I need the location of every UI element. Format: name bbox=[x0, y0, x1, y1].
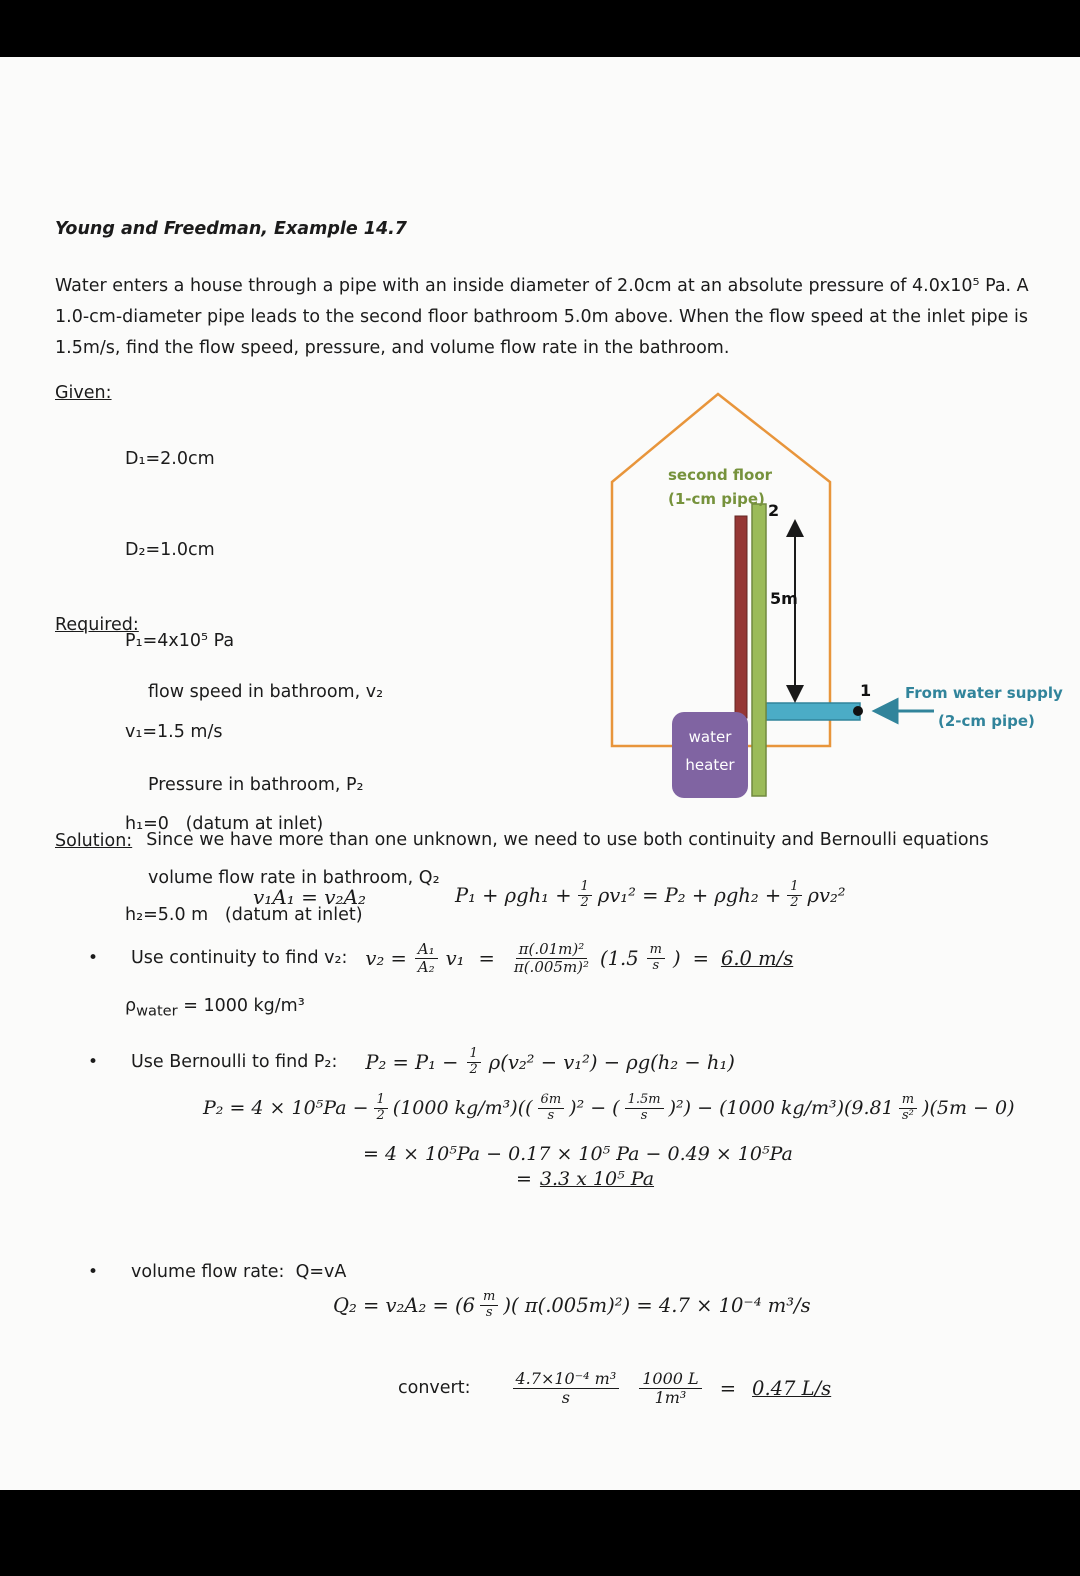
hot-water-pipe bbox=[735, 516, 747, 718]
equation-fragment: )²) − (1000 kg/m³)(9.81 bbox=[668, 1097, 894, 1119]
fraction-denominator: s bbox=[547, 1107, 555, 1123]
equation-fragment: )( π(.005m)²) = 4.7 × 10⁻⁴ m³/s bbox=[503, 1293, 811, 1317]
fraction-numerator: 1.5m bbox=[625, 1093, 664, 1109]
bullet-icon bbox=[88, 1052, 125, 1072]
rho-value: = 1000 kg/m³ bbox=[177, 996, 305, 1017]
equation-fragment: ρv₂² bbox=[807, 883, 846, 907]
fraction-numerator: 1 bbox=[467, 1047, 481, 1063]
house-outline bbox=[612, 394, 830, 746]
equation-fragment: P₂ = 4 × 10⁵Pa − bbox=[203, 1097, 369, 1119]
continuity-result: 6.0 m/s bbox=[720, 946, 794, 970]
given-item: h₂=5.0 m (datum at inlet) bbox=[125, 904, 363, 925]
continuity-step-label: Use continuity to find v₂: bbox=[131, 948, 348, 968]
diagram-canvas bbox=[600, 390, 1070, 810]
solution-label: Solution: bbox=[55, 830, 133, 851]
fraction-numerator: 1000 L bbox=[639, 1370, 701, 1389]
fraction-one-half bbox=[467, 1047, 481, 1077]
convert-result: 0.47 L/s bbox=[752, 1376, 832, 1400]
supply-pipe-horizontal bbox=[766, 703, 860, 720]
equation-fragment: v₁ bbox=[445, 946, 465, 970]
volume-equation bbox=[333, 1278, 811, 1332]
fraction-denominator: A₂ bbox=[417, 957, 435, 976]
fraction-areas bbox=[415, 941, 438, 976]
fraction-m-per-s2 bbox=[899, 1093, 917, 1123]
equation-fragment: )² − ( bbox=[569, 1097, 620, 1119]
fraction-one-half bbox=[578, 880, 592, 910]
fraction-numerator: m bbox=[647, 943, 665, 959]
bullet-icon bbox=[88, 1262, 125, 1282]
fraction-denominator: 2 bbox=[580, 894, 589, 910]
fraction-liters-conversion bbox=[639, 1370, 701, 1407]
fraction-denominator: 1m³ bbox=[654, 1387, 687, 1407]
fraction-denominator: π(.005m)² bbox=[513, 957, 590, 976]
fraction-denominator: s bbox=[485, 1304, 493, 1320]
rho-subscript: water bbox=[136, 1002, 178, 1020]
fraction-one-half bbox=[374, 1093, 388, 1123]
fraction-denominator: 2 bbox=[469, 1061, 478, 1077]
top-letterbox bbox=[0, 0, 1080, 57]
bernoulli-general-equation bbox=[455, 869, 846, 921]
fraction-flow-rate bbox=[513, 1370, 620, 1407]
given-item: h₁=0 (datum at inlet) bbox=[125, 813, 324, 834]
riser-pipe-vertical bbox=[752, 504, 766, 796]
given-item-density bbox=[125, 991, 363, 1027]
equals-sign: = bbox=[692, 946, 709, 970]
fraction-numerator: 4.7×10⁻⁴ m³ bbox=[513, 1370, 620, 1389]
equation-fragment: (1000 kg/m³)(( bbox=[392, 1097, 533, 1119]
page-title: Young and Freedman, Example 14.7 bbox=[55, 219, 407, 239]
equals-sign: = bbox=[478, 946, 495, 970]
bottom-letterbox bbox=[0, 1490, 1080, 1576]
second-floor-label: second floor bbox=[668, 466, 773, 484]
required-item: volume flow rate in bathroom, Q₂ bbox=[148, 868, 440, 888]
solution-text: Since we have more than one unknown, we need to use both continuity and Bernoulli equations bbox=[146, 830, 989, 850]
inlet-point-marker bbox=[853, 706, 863, 716]
fraction-m-per-s bbox=[480, 1290, 498, 1320]
fraction-numerator: π(.01m)² bbox=[516, 941, 588, 959]
rho-symbol: ρ bbox=[125, 996, 137, 1017]
fraction-denominator: 2 bbox=[376, 1107, 385, 1123]
bernoulli-result-line bbox=[516, 1168, 654, 1190]
volume-step bbox=[88, 1262, 358, 1282]
fraction-m-per-s bbox=[647, 943, 665, 973]
point-1-label: 1 bbox=[860, 681, 872, 700]
required-item: flow speed in bathroom, v₂ bbox=[148, 682, 384, 702]
fraction-denominator: s bbox=[652, 957, 660, 973]
house-diagram bbox=[600, 390, 1070, 810]
solution-heading bbox=[55, 825, 989, 856]
two-cm-pipe-label: (2-cm pipe) bbox=[938, 712, 1035, 730]
fraction-denominator: s bbox=[561, 1387, 570, 1407]
equation-fragment: Q₂ = v₂A₂ = (6 bbox=[333, 1293, 476, 1317]
given-item: P₁=4x10⁵ Pa bbox=[125, 631, 235, 652]
given-item: v₁=1.5 m/s bbox=[125, 722, 223, 743]
required-item: Pressure in bathroom, P₂ bbox=[148, 775, 364, 795]
fraction-1-5m-per-s bbox=[625, 1093, 664, 1123]
fraction-numerator: m bbox=[899, 1093, 917, 1109]
point-2-label: 2 bbox=[768, 501, 780, 520]
bernoulli-line3: = 4 × 10⁵Pa − 0.17 × 10⁵ Pa − 0.49 × 10⁵Pa bbox=[363, 1143, 793, 1165]
equation-fragment: P₁ + ρgh₁ + bbox=[455, 883, 572, 907]
equals-sign: = bbox=[516, 1168, 532, 1190]
given-item: D₂=1.0cm bbox=[125, 540, 215, 561]
required-label: Required: bbox=[55, 615, 139, 635]
fraction-6m-per-s bbox=[538, 1093, 565, 1123]
fraction-numerator: 1 bbox=[374, 1093, 388, 1109]
equation-fragment: )(5m − 0) bbox=[922, 1097, 1015, 1119]
intro-paragraph: Water enters a house through a pipe with an inside diameter of 2.0cm at an absolute pressure of 4.0x10⁵ Pa. A 1.0-cm-diameter pipe leads to the second floor bathroom 5.0m above. When the flow speed at the inlet pipe is 1.5m/s, find the flow speed, pressure, and volume flow rate in the bathroom. bbox=[55, 276, 1029, 358]
given-label: Given: bbox=[55, 383, 112, 403]
water-heater-label-line1: water bbox=[688, 728, 732, 746]
equation-fragment: v₂ = bbox=[365, 946, 407, 970]
height-5m-label: 5m bbox=[770, 589, 798, 608]
equation-fragment: P₂ = P₁ − bbox=[365, 1050, 459, 1074]
fraction-numerator: m bbox=[480, 1290, 498, 1306]
one-cm-pipe-label: (1-cm pipe) bbox=[668, 490, 765, 508]
equation-fragment: ρ(v₂² − v₁²) − ρg(h₂ − h₁) bbox=[488, 1050, 735, 1074]
continuity-general-equation: v₁A₁ = v₂A₂ bbox=[253, 885, 367, 909]
fraction-numerator: 1 bbox=[578, 880, 592, 896]
bullet-icon bbox=[88, 948, 125, 968]
water-heater-label-line2: heater bbox=[685, 756, 735, 774]
bernoulli-result: 3.3 x 10⁵ Pa bbox=[539, 1168, 655, 1190]
fraction-denominator: s bbox=[640, 1107, 648, 1123]
convert-label: convert: bbox=[398, 1378, 471, 1398]
volume-step-label: volume flow rate: Q=vA bbox=[131, 1262, 347, 1282]
bernoulli-step-label: Use Bernoulli to find P₂: bbox=[131, 1052, 338, 1072]
convert-line bbox=[398, 1359, 831, 1417]
fraction-numerator: A₁ bbox=[415, 941, 438, 959]
water-heater-box bbox=[672, 712, 748, 798]
equation-fragment: ) bbox=[673, 946, 681, 970]
given-item: D₁=2.0cm bbox=[125, 448, 215, 469]
document-page bbox=[0, 57, 1080, 1490]
from-water-supply-label: From water supply bbox=[905, 684, 1063, 702]
equation-fragment: ρv₁² = P₂ + ρgh₂ + bbox=[597, 883, 782, 907]
fraction-pi-areas bbox=[511, 941, 592, 976]
equals-sign: = bbox=[719, 1376, 737, 1400]
bernoulli-line2 bbox=[203, 1080, 1014, 1136]
fraction-denominator: 2 bbox=[790, 894, 799, 910]
fraction-numerator: 6m bbox=[538, 1093, 565, 1109]
continuity-step bbox=[88, 929, 793, 987]
equation-fragment: (1.5 bbox=[600, 946, 639, 970]
fraction-one-half bbox=[787, 880, 801, 910]
fraction-denominator: s² bbox=[901, 1107, 914, 1123]
fraction-numerator: 1 bbox=[787, 880, 801, 896]
